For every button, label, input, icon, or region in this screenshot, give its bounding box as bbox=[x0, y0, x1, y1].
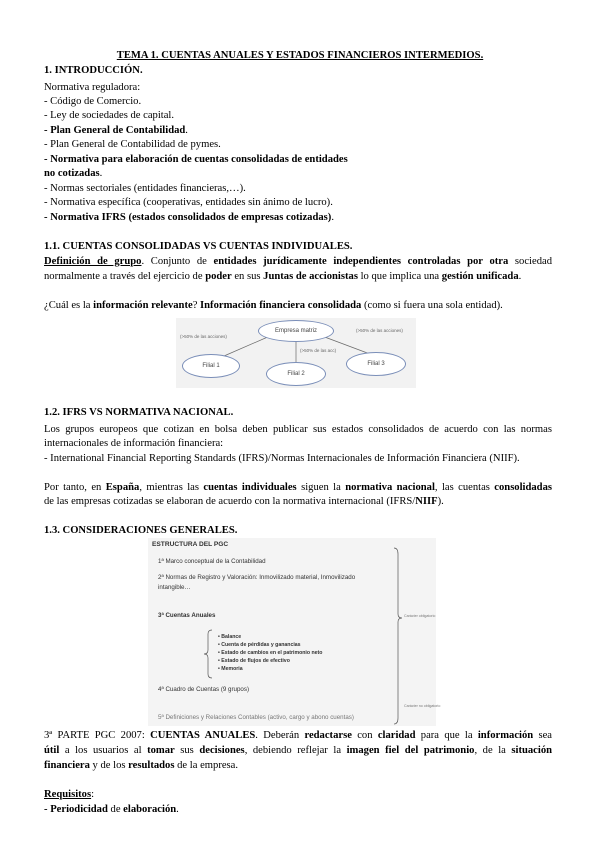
side-note: Carácter obligatorio bbox=[404, 614, 436, 618]
section-1-2-heading: 1.2. IFRS VS NORMATIVA NACIONAL. bbox=[44, 407, 234, 418]
list-item: - Normativa para elaboración de cuentas consolidadas de entidades bbox=[44, 154, 348, 165]
annual-account-item: • Estado de cambios en el patrimonio neto bbox=[218, 650, 323, 656]
definition-line-2: normalmente a través del ejercicio de poder en sus Juntas de accionistas lo que implica una gestión unificada. bbox=[44, 271, 522, 282]
left-brace bbox=[204, 630, 212, 678]
list-item: no cotizadas. bbox=[44, 168, 103, 179]
group-structure-diagram bbox=[176, 318, 416, 388]
intro-line: Normativa reguladora: bbox=[44, 82, 141, 93]
paragraph-line: útil a los usuarios al tomar sus decisiones, debiendo reflejar la imagen fiel del patrimonio, de la situación bbox=[44, 745, 553, 756]
requirement-item: - Periodicidad de elaboración. bbox=[44, 804, 179, 815]
paragraph-line: Los grupos europeos que cotizan en bolsa deben publicar sus estados consolidados de acuerdo con las normas bbox=[44, 424, 552, 435]
annual-account-item: • Memoria bbox=[218, 666, 243, 672]
list-item: - Normativa IFRS (estados consolidados de empresas cotizadas). bbox=[44, 212, 334, 223]
pgc-part: 4ª Cuadro de Cuentas (9 grupos) bbox=[158, 686, 250, 693]
side-note: Carácter no obligatorio bbox=[404, 704, 441, 708]
definition-line-1: Definición de grupo. Conjunto de entidades jurídicamente independientes controladas por otra sociedad bbox=[44, 256, 552, 267]
pgc-title: ESTRUCTURA DEL PGC bbox=[152, 541, 229, 548]
annual-account-item: • Estado de flujos de efectivo bbox=[218, 658, 290, 664]
parent-company-node: Empresa matriz bbox=[258, 320, 334, 342]
ownership-label: (>50% de las acc) bbox=[300, 348, 337, 353]
subsidiary-1-node: Filial 1 bbox=[182, 354, 240, 378]
list-item: - Plan General de Contabilidad de pymes. bbox=[44, 139, 221, 150]
paragraph-line: Por tanto, en España, mientras las cuentas individuales siguen la normativa nacional, las cuentas consolidadas bbox=[44, 482, 552, 493]
pgc-part: 3ª Cuentas Anuales bbox=[158, 612, 216, 619]
list-item: - Código de Comercio. bbox=[44, 96, 142, 107]
list-item: - Ley de sociedades de capital. bbox=[44, 110, 175, 121]
list-item: - Normas sectoriales (entidades financieras,…). bbox=[44, 183, 246, 194]
pgc-braces bbox=[148, 538, 436, 726]
subsidiary-2-node: Filial 2 bbox=[266, 362, 326, 386]
paragraph-line: 3ª PARTE PGC 2007: CUENTAS ANUALES. Deberán redactarse con claridad para que la información sea bbox=[44, 730, 553, 741]
question-line: ¿Cuál es la información relevante? Información financiera consolidada (como si fuera una sola entidad). bbox=[44, 300, 503, 311]
annual-account-item: • Balance bbox=[218, 634, 242, 640]
pgc-part: 1ª Marco conceptual de la Contabilidad bbox=[158, 558, 266, 565]
annual-account-item: • Cuenta de pérdidas y ganancias bbox=[218, 642, 301, 648]
connector-arrow bbox=[224, 336, 270, 356]
section-1-1-heading: 1.1. CUENTAS CONSOLIDADAS VS CUENTAS INDIVIDUALES. bbox=[44, 241, 353, 252]
paragraph-line: - International Financial Reporting Standards (IFRS)/Normas Internacionales de Información Financiera (NIIF). bbox=[44, 453, 520, 464]
paragraph-line: financiera y de los resultados de la empresa. bbox=[44, 760, 239, 771]
requirements-label: Requisitos: bbox=[44, 789, 95, 800]
section-1-3-heading: 1.3. CONSIDERACIONES GENERALES. bbox=[44, 525, 238, 536]
pgc-structure-image bbox=[148, 538, 441, 726]
pgc-part: intangible… bbox=[158, 584, 191, 591]
paragraph-line: de las empresas cotizadas se elaboran de acuerdo con la normativa internacional (IFRS/NIIF). bbox=[44, 496, 444, 507]
pgc-part: 5ª Definiciones y Relaciones Contables (activo, cargo y abono cuentas) bbox=[158, 714, 354, 721]
subsidiary-3-node: Filial 3 bbox=[346, 352, 406, 376]
list-item: - Normativa específica (cooperativas, entidades sin ánimo de lucro). bbox=[44, 197, 333, 208]
paragraph-line: internacionales de información financiera: bbox=[44, 438, 224, 449]
right-brace bbox=[394, 548, 402, 724]
ownership-label: (>50% de las acciones) bbox=[180, 334, 227, 339]
document-title: TEMA 1. CUENTAS ANUALES Y ESTADOS FINANCIEROS INTERMEDIOS. bbox=[116, 50, 484, 61]
section-1-heading: 1. INTRODUCCIÓN. bbox=[44, 65, 143, 76]
list-item: - Plan General de Contabilidad. bbox=[44, 125, 188, 136]
pgc-part: 2ª Normas de Registro y Valoración: Inmovilizado material, Inmovilizado bbox=[158, 574, 356, 581]
ownership-label: (>50% de las acciones) bbox=[356, 328, 403, 333]
